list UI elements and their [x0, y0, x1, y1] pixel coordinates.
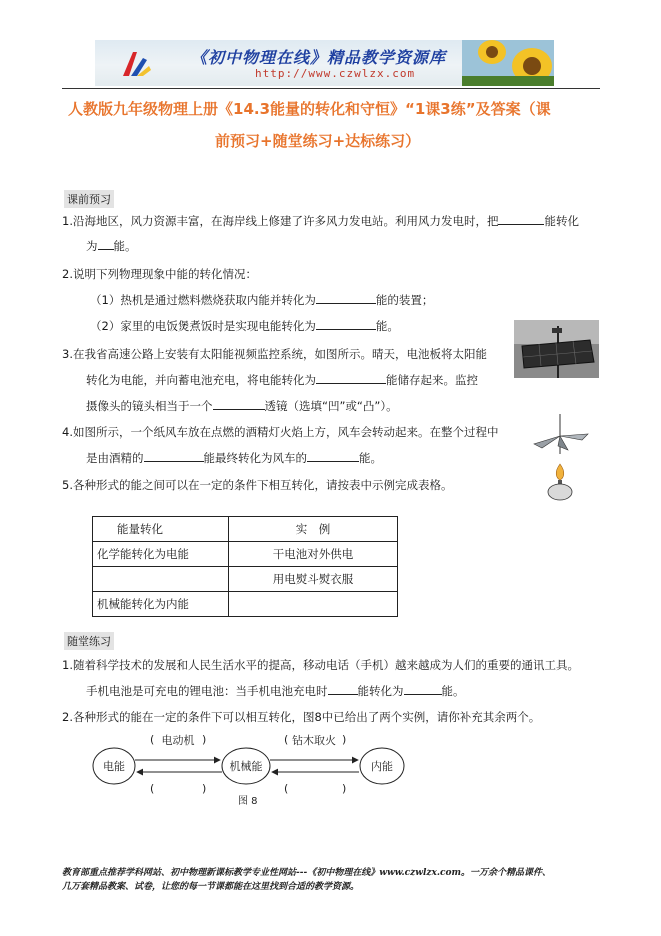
sunflower-image	[462, 40, 554, 86]
answer-blank[interactable]	[307, 450, 359, 462]
answer-blank[interactable]	[316, 292, 376, 304]
footer-line1: 教育部重点推荐学科网站、初中物理新课标教学专业性网站---《初中物理在线》www.czwlzx.com。一万余个精品课件、	[62, 868, 552, 878]
c1-text: 手机电池是可充电的锂电池：当手机电池充电时	[86, 684, 328, 698]
q1-text: 能。	[113, 239, 137, 253]
q1-text: 为	[86, 239, 98, 253]
banner-title: 《初中物理在线》精品教学资源库	[191, 48, 447, 67]
solar-panel-image	[514, 320, 599, 378]
diagram-node-label: 电能	[103, 760, 125, 773]
section-label-preview: 课前预习	[64, 190, 114, 208]
table-header-cell: 能量转化	[93, 517, 229, 542]
question-3-line2	[86, 372, 478, 388]
diagram-top-label: 钻木取火	[292, 734, 336, 747]
q2-text: （2）家里的电饭煲煮饭时是实现电能转化为	[90, 319, 316, 333]
answer-blank[interactable]	[404, 683, 442, 695]
classwork-2-stem: 2.各种形式的能在一定的条件下可以相互转化，图8中已给出了两个实例，请你补充其余两个。	[62, 710, 541, 724]
table-row	[93, 592, 398, 617]
table-header-row	[93, 517, 398, 542]
page-footer	[62, 866, 602, 894]
diagram-caption: 图 8	[238, 796, 258, 807]
answer-blank[interactable]	[498, 213, 544, 225]
answer-blank[interactable]	[98, 238, 114, 250]
banner-url: http://www.czwlzx.com	[255, 67, 416, 80]
table-row	[93, 542, 398, 567]
answer-blank[interactable]	[213, 398, 265, 410]
answer-blank[interactable]	[144, 450, 204, 462]
diagram-top-label: 电动机	[161, 734, 195, 747]
header-banner	[95, 40, 554, 86]
q4-text: 是由酒精的	[86, 451, 144, 465]
pinwheel-lamp-image	[528, 410, 592, 502]
energy-conversion-diagram	[88, 728, 418, 808]
question-2-stem: 2.说明下列物理现象中能的转化情况：	[62, 267, 257, 281]
diagram-bracket: )	[202, 733, 207, 746]
q3-text: 能储存起来。监控	[386, 373, 478, 387]
page-title-line2: 前预习+随堂练习+达标练习）	[215, 132, 421, 150]
diagram-blank-bracket[interactable]: )	[202, 782, 207, 795]
classwork-1-line2	[86, 683, 465, 699]
q3-text: 透镜（选填“凹”或“凸”）。	[264, 399, 398, 413]
q2-text: 能。	[375, 319, 399, 333]
diagram-bracket: (	[150, 733, 155, 746]
question-4-line1: 4.如图所示，一个纸风车放在点燃的酒精灯火焰上方，风车会转动起来。在整个过程中	[62, 425, 499, 439]
q4-text: 能。	[359, 451, 382, 465]
diagram-bracket: )	[342, 733, 347, 746]
diagram-node-label: 机械能	[229, 760, 263, 773]
question-3-line3	[86, 398, 398, 414]
question-3-line1: 3.在我省高速公路上安装有太阳能视频监控系统，如图所示。晴天，电池板将太阳能	[62, 347, 487, 361]
diagram-node-label: 内能	[371, 760, 393, 773]
table-header-cell: 实 例	[229, 517, 398, 542]
question-5-stem: 5.各种形式的能之间可以在一定的条件下相互转化，请按表中示例完成表格。	[62, 478, 453, 492]
section-label-classwork: 随堂练习	[64, 632, 114, 650]
energy-conversion-table	[92, 516, 398, 617]
site-logo-icon	[119, 46, 153, 80]
diagram-blank-bracket[interactable]: (	[150, 782, 155, 795]
diagram-blank-bracket[interactable]: (	[284, 782, 289, 795]
table-cell: 化学能转化为电能	[93, 542, 229, 567]
header-divider	[62, 88, 600, 89]
table-cell: 机械能转化为内能	[93, 592, 229, 617]
q3-text: 摄像头的镜头相当于一个	[86, 399, 213, 413]
q3-text: 转化为电能，并向蓄电池充电，将电能转化为	[86, 373, 316, 387]
question-2-item1	[90, 292, 433, 308]
q2-text: 能的装置；	[375, 293, 434, 307]
q1-text: 能转化	[544, 214, 579, 228]
table-cell: 干电池对外供电	[229, 542, 398, 567]
q4-text: 能最终转化为风车的	[203, 451, 307, 465]
footer-line2: 几万套精品教案、试卷，让您的每一节课都能在这里找到合适的教学资源。	[62, 882, 360, 892]
classwork-1-line1: 1.随着科学技术的发展和人民生活水平的提高，移动电话（手机）越来越成为人们的重要的通讯工具。	[62, 658, 579, 672]
question-1-line1	[62, 213, 579, 229]
table-cell: 用电熨斗熨衣服	[229, 567, 398, 592]
c1-text: 能转化为	[357, 684, 404, 698]
question-4-line2	[86, 450, 382, 466]
diagram-blank-bracket[interactable]: )	[342, 782, 347, 795]
question-1-line2	[86, 238, 137, 254]
page-title-line1: 人教版九年级物理上册《14.3能量的转化和守恒》“1课3练”及答案（课	[68, 100, 551, 118]
answer-blank[interactable]	[316, 318, 376, 330]
answer-blank[interactable]	[328, 683, 358, 695]
q2-text: （1）热机是通过燃料燃烧获取内能并转化为	[90, 293, 316, 307]
q1-text: 1.沿海地区，风力资源丰富，在海岸线上修建了许多风力发电站。利用风力发电时，把	[62, 214, 499, 228]
diagram-bracket: (	[284, 733, 289, 746]
table-cell-blank[interactable]	[229, 592, 398, 617]
answer-blank[interactable]	[316, 372, 386, 384]
question-2-item2	[90, 318, 399, 334]
table-row	[93, 567, 398, 592]
c1-text: 能。	[441, 684, 465, 698]
table-cell-blank[interactable]	[93, 567, 229, 592]
